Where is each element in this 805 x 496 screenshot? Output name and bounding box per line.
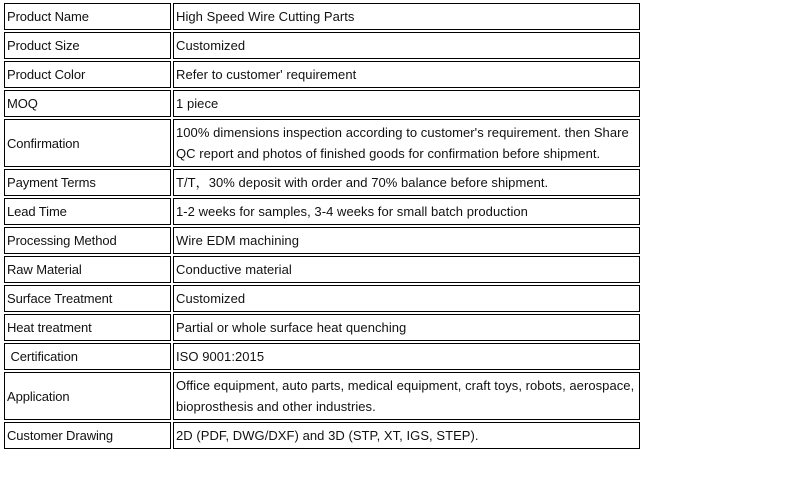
table-row: [4, 372, 640, 420]
table-row: [4, 256, 640, 283]
row-value: 100% dimensions inspection according to customer's requirement. then Share QC report and photos of finished goods for confirmation before shipment.: [173, 119, 640, 167]
row-label: Confirmation: [4, 119, 171, 167]
row-value: 1-2 weeks for samples, 3-4 weeks for small batch production: [173, 198, 640, 225]
table-row: [4, 422, 640, 449]
row-value: Conductive material: [173, 256, 640, 283]
table-row: [4, 343, 640, 370]
row-value: Customized: [173, 285, 640, 312]
row-label: Product Name: [4, 3, 171, 30]
row-value: Office equipment, auto parts, medical equipment, craft toys, robots, aerospace, bioprosthesis and other industries.: [173, 372, 640, 420]
row-value: 1 piece: [173, 90, 640, 117]
row-value: Customized: [173, 32, 640, 59]
row-label: Product Size: [4, 32, 171, 59]
table-row: [4, 90, 640, 117]
table-row: [4, 119, 640, 167]
product-spec-table: [2, 1, 642, 451]
row-label: MOQ: [4, 90, 171, 117]
row-label: Heat treatment: [4, 314, 171, 341]
row-label: Surface Treatment: [4, 285, 171, 312]
table-row: [4, 227, 640, 254]
table-row: [4, 314, 640, 341]
table-row: [4, 32, 640, 59]
row-value: ISO 9001:2015: [173, 343, 640, 370]
row-label: Raw Material: [4, 256, 171, 283]
row-value: 2D (PDF, DWG/DXF) and 3D (STP, XT, IGS, STEP).: [173, 422, 640, 449]
row-value: Wire EDM machining: [173, 227, 640, 254]
table-row: [4, 198, 640, 225]
row-label: Certification: [4, 343, 171, 370]
row-label: Product Color: [4, 61, 171, 88]
table-row: [4, 3, 640, 30]
row-value: T/T，30% deposit with order and 70% balance before shipment.: [173, 169, 640, 196]
table-row: [4, 169, 640, 196]
row-label: Lead Time: [4, 198, 171, 225]
row-label: Application: [4, 372, 171, 420]
table-row: [4, 61, 640, 88]
row-value: Refer to customer' requirement: [173, 61, 640, 88]
row-label: Customer Drawing: [4, 422, 171, 449]
table-row: [4, 285, 640, 312]
row-label: Payment Terms: [4, 169, 171, 196]
row-value: High Speed Wire Cutting Parts: [173, 3, 640, 30]
row-value: Partial or whole surface heat quenching: [173, 314, 640, 341]
row-label: Processing Method: [4, 227, 171, 254]
